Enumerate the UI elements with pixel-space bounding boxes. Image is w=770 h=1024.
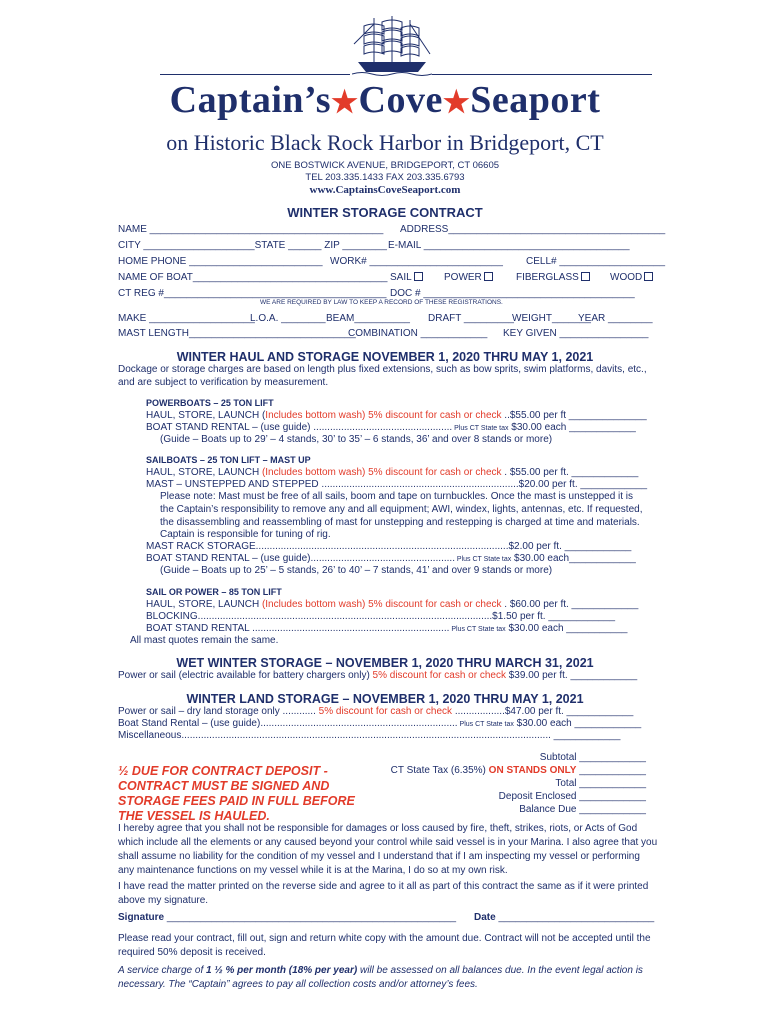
- doc-field[interactable]: DOC # ______________________________________: [390, 288, 635, 299]
- make-field[interactable]: MAKE ___________________: [118, 313, 255, 324]
- land-storage-title: WINTER LAND STORAGE – NOVEMBER 1, 2020 THRU MAY 1, 2021: [186, 692, 584, 706]
- power-stand-line[interactable]: [146, 422, 636, 433]
- deposit-notice-line: CONTRACT MUST BE SIGNED AND: [118, 779, 330, 793]
- discount-text: 5% discount for cash or check: [372, 670, 506, 681]
- discount-text: 5% discount for cash or check: [318, 706, 453, 717]
- tax-field[interactable]: [391, 765, 646, 776]
- sp-haul-line[interactable]: [146, 599, 638, 610]
- combination-field[interactable]: COMBINATION ____________: [348, 328, 488, 339]
- sail-stand-line[interactable]: [146, 553, 636, 564]
- beam-field[interactable]: BEAM__________: [326, 313, 410, 324]
- logo-word-seaport: Seaport: [470, 79, 601, 121]
- liability-agreement: I hereby agree that you shall not be responsible for damages or loss caused by fire, theft, strikes, riots, or Acts of God which include all the elements or any caused beyond your control while said vessel is in your Marina. I also agree that you shall assume no liability for the condition of my vessel and I understand that if I am inspecting my vessel or performing any maintenance functions on my vessel while it is at the Marina, I do so at my own risk.: [118, 823, 658, 876]
- subtotal-field[interactable]: Subtotal ____________: [539, 752, 646, 763]
- fiberglass-checkbox[interactable]: [516, 272, 590, 283]
- sailboats-heading: SAILBOATS – 25 TON LIFT – MAST UP: [146, 455, 311, 465]
- price-text: $30.00 each ____________: [508, 422, 636, 433]
- mast-note-1: Please note: Mast must be free of all sails, boom and tape on turnbuckles. Once the mast is unstepped it is: [160, 491, 634, 502]
- sail-stand-guide: (Guide – Boats up to 25’ – 5 stands, 26’ to 40’ – 7 stands, 41’ and over 9 stands or more): [160, 565, 553, 576]
- checkbox-icon[interactable]: [581, 272, 590, 281]
- deposit-notice-line: THE VESSEL IS HAULED.: [118, 809, 270, 823]
- balance-due-field[interactable]: Balance Due ____________: [519, 804, 646, 815]
- deposit-notice-line: ½ DUE FOR CONTRACT DEPOSIT -: [118, 764, 328, 778]
- checkbox-icon[interactable]: [414, 272, 423, 281]
- mast-note-2: the Captain’s responsibility to remove any and all equipment; AWI, windex, lights, antennas, etc. If requested,: [160, 504, 643, 515]
- ct-reg-field[interactable]: CT REG #________________________________________: [118, 288, 387, 299]
- mast-note-3: the disassembling and reassembling of mast for unstepping and restepping is charged at time and materials.: [160, 517, 640, 528]
- deposit-notice: [118, 764, 355, 824]
- sail-haul-line[interactable]: [146, 467, 638, 478]
- price-text: $30.00 each____________: [511, 553, 636, 564]
- work-phone-field[interactable]: WORK# ________________________: [330, 256, 503, 267]
- price-text: ..$55.00 per ft ______________: [501, 410, 647, 421]
- name-field[interactable]: NAME __________________________________________: [118, 224, 384, 235]
- reverse-side-agreement: I have read the matter printed on the reverse side and agree to it all as part of this contract the same as if it were printed above my signature.: [118, 881, 649, 906]
- wood-checkbox[interactable]: [610, 272, 653, 283]
- logo-rule-left: [160, 74, 350, 75]
- ship-logo-icon: [352, 14, 432, 76]
- mast-step-line[interactable]: MAST – UNSTEPPED AND STEPPED .......................................................................$20.00 per ft. ____________: [146, 479, 648, 490]
- signature-label: Signature: [118, 912, 165, 923]
- mast-quotes-note: All mast quotes remain the same.: [130, 635, 279, 646]
- haul-intro-line-2: and are subject to verification by measurement.: [118, 377, 329, 388]
- company-logo: [0, 78, 770, 122]
- logo-subtitle: on Historic Black Rock Harbor in Bridgeport, CT: [166, 130, 604, 155]
- sail-label: SAIL: [390, 272, 412, 283]
- powerboats-heading: POWERBOATS – 25 TON LIFT: [146, 398, 274, 408]
- signature-field[interactable]: [118, 912, 456, 923]
- service-charge-note: [118, 964, 658, 992]
- line-text: HAUL, STORE, LAUNCH (: [146, 410, 266, 421]
- land-stand-line[interactable]: [118, 718, 641, 729]
- city-state-zip-field[interactable]: CITY ____________________STATE ______ ZIP ________: [118, 240, 387, 251]
- service-text: will be assessed on all balances due. In the event legal action is necessary. The “Captain” agrees to pay all collection costs and/or attorney’s fees.: [118, 965, 643, 990]
- price-text: $30.00 each ___________: [505, 623, 628, 634]
- price-text: . $60.00 per ft. ____________: [501, 599, 639, 610]
- power-checkbox[interactable]: [444, 272, 493, 283]
- price-text: $30.00 each ____________: [513, 718, 642, 729]
- date-line[interactable]: ____________________________: [498, 912, 655, 923]
- sail-or-power-heading: SAIL OR POWER – 85 TON LIFT: [146, 587, 282, 597]
- haul-intro-line-1: Dockage or storage charges are based on length plus fixed extensions, such as bow sprits, swim platforms, davits, etc.,: [118, 364, 647, 375]
- miscellaneous-line[interactable]: Miscellaneous..................................................................................................................................... ____________: [118, 730, 621, 741]
- price-text: . $55.00 per ft. ____________: [501, 467, 639, 478]
- email-field[interactable]: E-MAIL _____________________________________: [388, 240, 630, 251]
- stands-only-note: ON STANDS ONLY: [488, 765, 577, 776]
- website-link[interactable]: www.CaptainsCoveSeaport.com: [309, 184, 461, 196]
- tax-note: Plus CT State tax: [452, 425, 509, 432]
- tax-blank: ____________: [576, 765, 646, 776]
- phone-fax: TEL 203.335.1433 FAX 203.335.6793: [305, 172, 465, 183]
- wet-storage-line[interactable]: [118, 670, 637, 681]
- tax-label: CT State Tax (6.35%): [390, 765, 489, 776]
- date-field[interactable]: [474, 912, 654, 923]
- wood-label: WOOD: [610, 272, 643, 283]
- star-icon: ★: [331, 86, 359, 119]
- deposit-field[interactable]: Deposit Enclosed ____________: [498, 791, 646, 802]
- service-rate: 1 ½ % per month (18% per year): [206, 965, 358, 976]
- mast-note-4: Captain is responsible for tuning of rig.: [160, 529, 331, 540]
- discount-text: (Includes bottom wash) 5% discount for cash or check: [261, 599, 502, 610]
- blocking-line[interactable]: BLOCKING..........................................................................................................$1.50 per ft. ____________: [146, 611, 616, 622]
- sp-stand-line[interactable]: [146, 623, 627, 634]
- checkbox-icon[interactable]: [484, 272, 493, 281]
- service-text: A service charge of: [118, 965, 207, 976]
- line-text: BOAT STAND RENTAL – (use guide) ..................................................: [146, 422, 453, 433]
- line-text: Boat Stand Rental – (use guide).......................................................................: [118, 718, 458, 729]
- logo-word-captains: Captain’s: [169, 79, 332, 121]
- checkbox-icon[interactable]: [644, 272, 653, 281]
- law-note: WE ARE REQUIRED BY LAW TO KEEP A RECORD OF THESE REGISTRATIONS.: [260, 299, 503, 306]
- line-text: HAUL, STORE, LAUNCH: [146, 599, 262, 610]
- total-field[interactable]: Total ____________: [555, 778, 646, 789]
- sail-checkbox[interactable]: [390, 272, 423, 283]
- discount-text: (Includes bottom wash) 5% discount for cash or check: [261, 467, 502, 478]
- line-text: BOAT STAND RENTAL – (use guide)....................................................: [146, 553, 455, 564]
- street-address: ONE BOSTWICK AVENUE, BRIDGEPORT, CT 06605: [270, 160, 500, 171]
- boat-name-field[interactable]: NAME OF BOAT___________________________________: [118, 272, 388, 283]
- deposit-notice-line: STORAGE FEES PAID IN FULL BEFORE: [118, 794, 355, 808]
- power-stand-guide: (Guide – Boats up to 29’ – 4 stands, 30’ to 35’ – 6 stands, 36’ and over 8 stands or more): [160, 434, 553, 445]
- tax-note: Plus CT State tax: [454, 556, 512, 563]
- power-label: POWER: [444, 272, 482, 283]
- weight-field[interactable]: WEIGHT_______: [512, 313, 591, 324]
- year-field[interactable]: YEAR ________: [578, 313, 653, 324]
- logo-rule-right: [432, 74, 652, 75]
- power-haul-line[interactable]: [146, 410, 647, 421]
- wet-storage-title: WET WINTER STORAGE – NOVEMBER 1, 2020 THRU MARCH 31, 2021: [176, 656, 594, 670]
- key-given-field[interactable]: KEY GIVEN ________________: [503, 328, 649, 339]
- home-phone-field[interactable]: HOME PHONE ________________________: [118, 256, 323, 267]
- date-label: Date: [474, 912, 496, 923]
- tax-note: Plus CT State tax: [449, 626, 506, 633]
- loa-field[interactable]: L.O.A. ________: [250, 313, 326, 324]
- contract-title: WINTER STORAGE CONTRACT: [287, 205, 483, 220]
- fiberglass-label: FIBERGLASS: [516, 272, 579, 283]
- line-text: HAUL, STORE, LAUNCH: [146, 467, 262, 478]
- star-icon: ★: [442, 86, 471, 119]
- line-text: Power or sail – dry land storage only ............: [118, 706, 319, 717]
- haul-section-title: WINTER HAUL AND STORAGE NOVEMBER 1, 2020 THRU MAY 1, 2021: [176, 350, 594, 364]
- land-storage-line[interactable]: [118, 706, 633, 717]
- address-field[interactable]: ADDRESS_______________________________________: [400, 224, 666, 235]
- discount-text: Includes bottom wash) 5% discount for cash or check: [265, 410, 502, 421]
- mast-length-field[interactable]: MAST LENGTH______________________________: [118, 328, 356, 339]
- price-text: $39.00 per ft. ____________: [505, 670, 638, 681]
- cell-phone-field[interactable]: CELL# ___________________: [526, 256, 666, 267]
- line-text: Power or sail (electric available for battery chargers only): [118, 670, 373, 681]
- price-text: ..................$47.00 per ft. ____________: [452, 706, 634, 717]
- logo-word-cove: Cove: [358, 79, 443, 121]
- line-text: BOAT STAND RENTAL .......................................................................: [146, 623, 450, 634]
- signature-line[interactable]: ____________________________________________________: [164, 912, 457, 923]
- mast-rack-line[interactable]: MAST RACK STORAGE...........................................................................................$2.00 per ft. ____________: [146, 541, 632, 552]
- tax-note: Plus CT State tax: [457, 721, 514, 728]
- return-instructions: Please read your contract, fill out, sign and return white copy with the amount due. Contract will not be accepted until the required 50% deposit is received.: [118, 933, 651, 958]
- draft-field[interactable]: DRAFT _________: [428, 313, 514, 324]
